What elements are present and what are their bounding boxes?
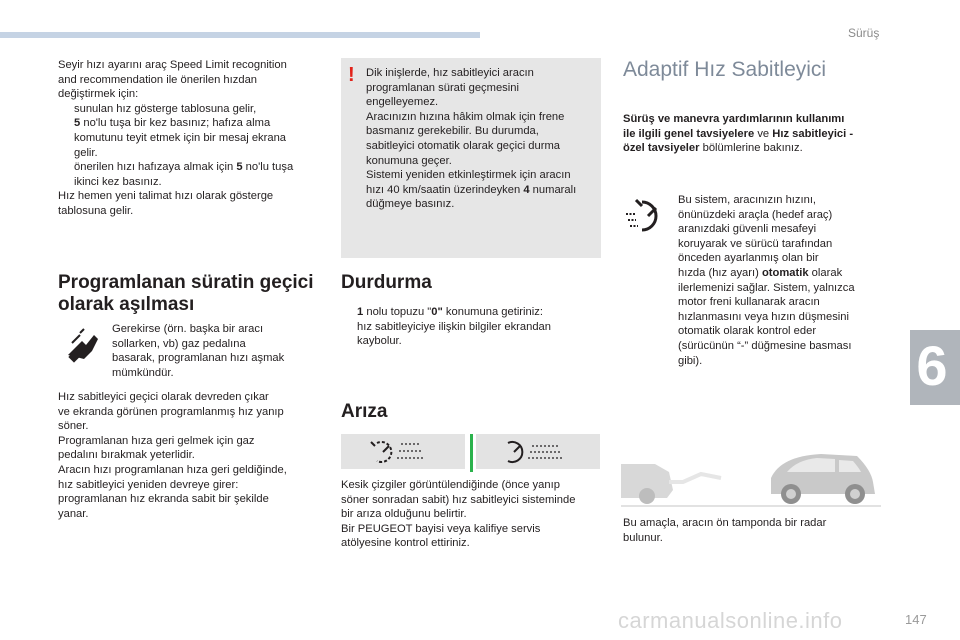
overspeed-icon-text: Gerekirse (örn. başka bir aracı sollarken, vb) gaz pedalına basarak, programlanan hızı aşmak mümkündür.	[112, 323, 285, 379]
text-line: Hız hemen yeni talimat hızı olarak gösterge	[58, 190, 274, 203]
page-number: 147	[905, 612, 927, 627]
section-title-overspeed: Programlanan süratin geçici olarak aşılması	[58, 272, 314, 315]
fault-text: Kesik çizgiler görüntülendiğinde (önce yanıp söner sonradan sabit) hız sabitleyici sisteminde bir arıza olduğunu belirtir. Bir PEUGEOT bayisi veya kalifiye servis atölyesine kontrol ettiriniz.	[341, 479, 576, 550]
radar-caption: Bu amaçla, aracın ön tamponda bir radar bulunur.	[623, 517, 827, 544]
chapter-number: 6	[916, 334, 948, 397]
stop-text	[341, 305, 601, 349]
header-accent-bar	[0, 32, 480, 38]
section-label: Sürüş	[848, 26, 880, 40]
text-line: and recommendation ile önerilen hızdan	[58, 73, 258, 86]
adaptive-cruise-title: Adaptif Hız Sabitleyici	[623, 58, 827, 81]
adaptive-cruise-icon	[624, 196, 670, 236]
radar-cars-illustration	[621, 442, 881, 512]
speed-limit-intro	[58, 58, 328, 219]
adaptive-description: Bu sistem, aracınızın hızını, önünüzdeki araçla (hedef araç) aranızdaki güvenli mesafeyi koruyarak ve sürücü tarafından önceden ayarlanmış olan bir hızda (hız ayarı) otomatik olarak ilerlemenizi sağlar. Sistem, yalnızca motor freni kullanarak aracın hızlanmasını veya hızın düşmesini otomatik olarak kontrol eder (sürücünün “-” düğmesine basması gibi).	[678, 194, 855, 367]
accelerator-foot-icon	[62, 325, 102, 365]
list-item: sunulan hız gösterge tablosuna gelir,	[74, 102, 257, 115]
list-item: 1 nolu topuzu "0" konumuna getiriniz: hız sabitleyiciye ilişkin bilgiler ekrandan kaybolur.	[357, 306, 552, 348]
list-item: önerilen hızı hafızaya almak için 5 no'lu tuşa ikinci kez basınız.	[74, 161, 294, 188]
text-line: Seyir hızı ayarını araç Speed Limit recognition	[58, 59, 287, 71]
fault-display-flashing	[341, 434, 465, 469]
fault-display-fixed	[476, 434, 600, 469]
overspeed-body: Hız sabitleyici geçici olarak devreden çıkar ve ekranda görünen programlanmış hız yanıp söner. Programlanan hıza geri gelmek için gaz pedalını bırakmak yeterlidir. Aracın hızı programlanan hıza geri geldiğinde, hız sabitleyici yeniden devreye girer: programlanan hız ekranda sabit bir şekilde yanar.	[58, 391, 287, 520]
watermark: carmanualsonline.info	[618, 608, 843, 633]
fault-separator	[470, 434, 473, 472]
list-item: 5 no'lu tuşa bir kez basınız; hafıza alma komutunu teyit etmek için bir mesaj ekrana gelir.	[74, 117, 287, 159]
section-title-fault: Arıza	[341, 401, 388, 422]
text-line: değiştirmek için:	[58, 88, 139, 101]
text-line: tablosuna gelir.	[58, 204, 134, 217]
steps-list	[58, 102, 328, 190]
warning-text: Dik inişlerde, hız sabitleyici aracın programlanan sürati geçmesini engelleyemez. Aracınızın hızına hâkim olmak için frene basmanız gerekebilir. Bu durumda, sabitleyici otomatik olarak geçici durma konumuna geçer. Sistemi yeniden etkinleştirmek için aracın hızı 40 km/saatin üzerindeyken 4 numaralı düğmeye basınız.	[366, 67, 577, 211]
section-title-stop: Durdurma	[341, 272, 432, 293]
adaptive-reference: Sürüş ve manevra yardımlarının kullanımı ile ilgili genel tavsiyelere ve Hız sabitleyici - özel tavsiyeler bölümlerine bakınız.	[623, 113, 854, 155]
warning-icon: !	[348, 64, 355, 86]
